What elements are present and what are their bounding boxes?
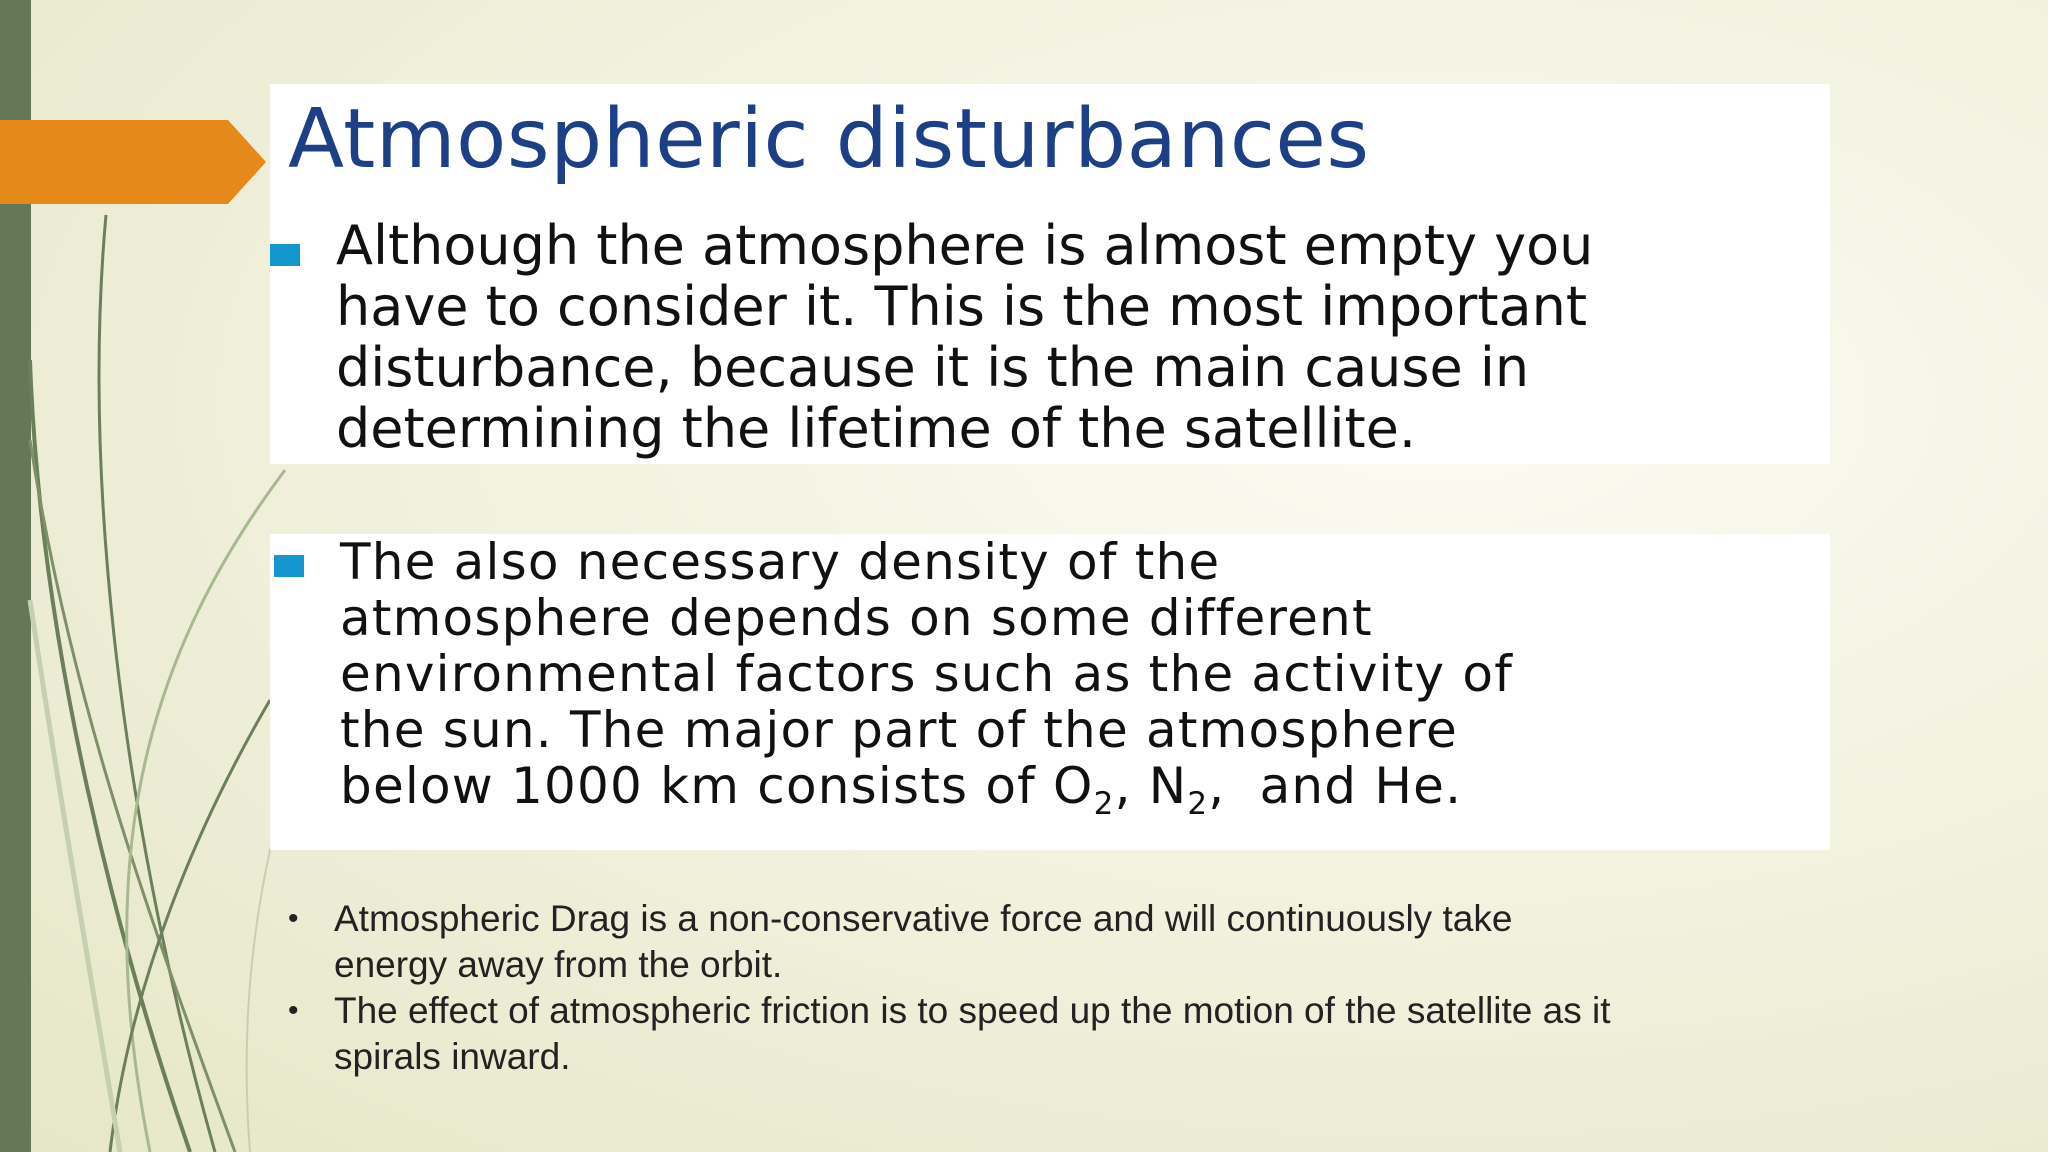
bullet-marker: • [288, 902, 299, 935]
blue-square-bullet-icon [270, 244, 300, 266]
paragraph-line: Although the atmosphere is almost empty you [336, 214, 1594, 277]
formula-suffix: , and He. [1208, 757, 1463, 815]
paragraph-line: The also necessary density of the [340, 533, 1221, 591]
list-item [284, 988, 1844, 1080]
orange-arrow-tab-icon [0, 118, 270, 208]
paragraph-line: determining the lifetime of the satellite. [336, 397, 1417, 460]
bullet-line: The effect of atmospheric friction is to speed up the motion of the satellite as it [334, 990, 1611, 1031]
formula-prefix: below 1000 km consists of O [340, 757, 1094, 815]
bullet-list [284, 896, 1844, 1080]
text-image-top [270, 84, 1830, 464]
subscript: 2 [1093, 786, 1115, 822]
bullet-line: energy away from the orbit. [334, 944, 783, 985]
list-item [284, 896, 1844, 988]
formula-mid: , N [1114, 757, 1188, 815]
blue-square-bullet-icon [274, 555, 304, 577]
text-image-bottom [270, 534, 1830, 850]
paragraph-line: have to consider it. This is the most important [336, 275, 1587, 338]
paragraph-line: environmental factors such as the activity of [340, 645, 1514, 703]
bottom-paragraph [340, 534, 1513, 821]
paragraph-line-formula [340, 758, 1513, 821]
bullet-marker: • [288, 994, 299, 1027]
top-paragraph [336, 215, 1593, 459]
slide-title: Atmospheric disturbances [288, 92, 1370, 187]
paragraph-line: atmosphere depends on some different [340, 589, 1373, 647]
bullet-line: Atmospheric Drag is a non-conservative force and will continuously take [334, 898, 1513, 939]
subscript: 2 [1187, 786, 1209, 822]
paragraph-line: disturbance, because it is the main cause in [336, 336, 1530, 399]
bullet-line: spirals inward. [334, 1036, 571, 1077]
paragraph-line: the sun. The major part of the atmosphere [340, 701, 1458, 759]
